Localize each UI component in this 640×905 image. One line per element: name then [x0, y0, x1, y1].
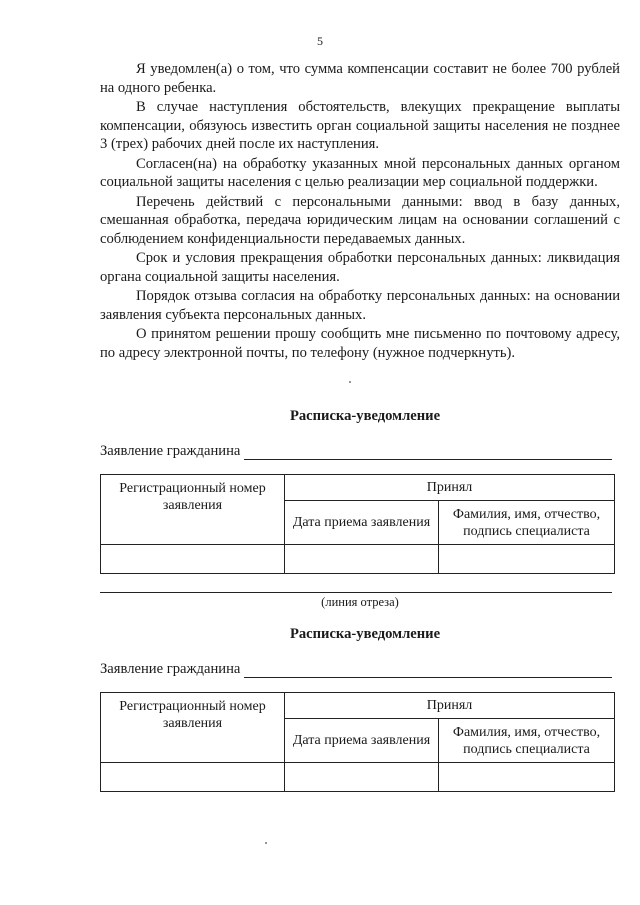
receipt-section-2 [100, 626, 620, 792]
receipt-title: Расписка-уведомление [289, 408, 441, 424]
paragraph-consent: Согласен(на) на обработку указанных мной персональных данных органом социальной защиты населения с целью реализации мер социальной поддержки. [100, 155, 620, 190]
reg-number-header: Регистрационный номер заявления [101, 693, 285, 763]
applicant-label: Заявление гражданина [100, 661, 241, 677]
applicant-field[interactable] [244, 444, 612, 460]
accepted-header: Принял [285, 475, 615, 501]
applicant-line [100, 443, 620, 460]
scan-speck [349, 381, 351, 383]
registration-table [100, 474, 615, 574]
applicant-line [100, 661, 620, 678]
registration-table [100, 692, 615, 792]
paragraph-compensation: Я уведомлен(а) о том, что сумма компенсации составит не более 700 рублей на одного ребенка. [100, 61, 620, 96]
paragraph-termination: Срок и условия прекращения обработки персональных данных: ликвидация органа социальной защиты населения. [100, 250, 620, 285]
specialist-cell[interactable] [439, 545, 615, 574]
paragraph-actions: Перечень действий с персональными данными: ввод в базу данных, смешанная обработка, передача юридическим лицам на основании соглашений с соблюдением конфиденциальности передаваемых данных. [100, 193, 620, 247]
date-cell[interactable] [285, 545, 439, 574]
paragraph-notification: О принятом решении прошу сообщить мне письменно по почтовому адресу, по адресу электронной почты, по телефону (нужное подчеркнуть). [100, 326, 620, 361]
applicant-label: Заявление гражданина [100, 443, 241, 459]
scan-speck [265, 842, 267, 844]
date-header: Дата приема заявления [285, 501, 439, 545]
accepted-header: Принял [285, 693, 615, 719]
date-cell[interactable] [285, 763, 439, 792]
cut-line [100, 592, 612, 593]
applicant-field[interactable] [244, 662, 612, 678]
reg-number-cell[interactable] [101, 545, 285, 574]
cut-line-label: (линия отреза) [321, 595, 399, 609]
statement-body [100, 60, 620, 363]
receipt-title: Расписка-уведомление [289, 626, 441, 642]
date-header: Дата приема заявления [285, 719, 439, 763]
reg-number-cell[interactable] [101, 763, 285, 792]
specialist-header: Фамилия, имя, отчество, подпись специалиста [439, 719, 615, 763]
reg-number-header: Регистрационный номер заявления [101, 475, 285, 545]
receipt-section-1 [100, 408, 620, 574]
specialist-header: Фамилия, имя, отчество, подпись специалиста [439, 501, 615, 545]
page-number: 5 [317, 34, 323, 48]
paragraph-revocation: Порядок отзыва согласия на обработку персональных данных: на основании заявления субъекта персональных данных. [100, 288, 620, 323]
paragraph-obligation: В случае наступления обстоятельств, влекущих прекращение выплаты компенсации, обязуюсь известить орган социальной защиты населения не позднее 3 (трех) рабочих дней после их наступления. [100, 99, 620, 152]
specialist-cell[interactable] [439, 763, 615, 792]
